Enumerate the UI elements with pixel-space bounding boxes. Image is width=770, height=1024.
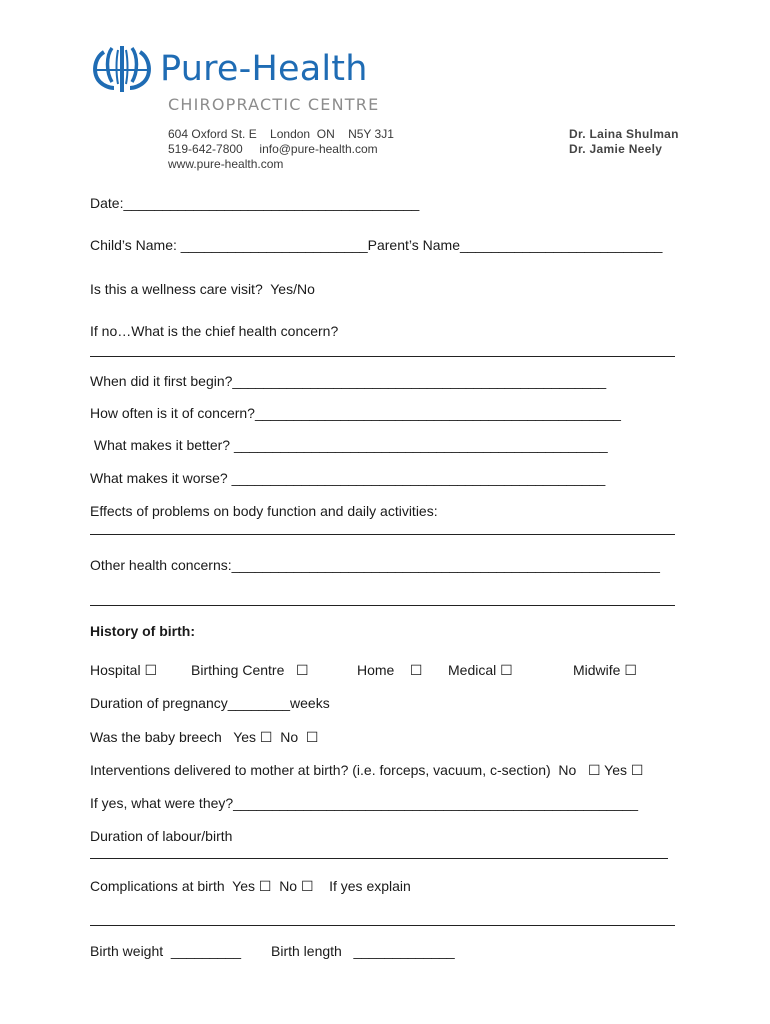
interventions-question[interactable]: Interventions delivered to mother at birth? (i.e. forceps, vacuum, c-section) No ☐ Yes ☐ [90, 762, 644, 778]
midwife-checkbox[interactable]: Midwife ☐ [573, 662, 637, 678]
birthing-centre-checkbox[interactable]: Birthing Centre ☐ [191, 662, 309, 678]
birth-weight-field[interactable]: Birth weight _________ [90, 943, 241, 959]
effects-question: Effects of problems on body function and daily activities: [90, 503, 438, 519]
doctor-name-1: Dr. Laina Shulman [569, 127, 679, 141]
labour-duration-answer-line[interactable] [90, 858, 668, 859]
hospital-checkbox[interactable]: Hospital ☐ [90, 662, 158, 678]
clinic-website: www.pure-health.com [168, 157, 284, 171]
makes-better-field[interactable]: What makes it better? ________________________________________________ [90, 437, 608, 453]
child-parent-name-field[interactable]: Child’s Name: ________________________Parent’s Name__________________________ [90, 237, 663, 253]
medical-checkbox[interactable]: Medical ☐ [448, 662, 513, 678]
labour-duration-label: Duration of labour/birth [90, 828, 233, 844]
home-checkbox[interactable]: Home ☐ [357, 662, 423, 678]
first-begin-field[interactable]: When did it first begin?________________________________________________ [90, 373, 607, 389]
complications-question[interactable]: Complications at birth Yes ☐ No ☐ If yes explain [90, 878, 411, 894]
complications-answer-line[interactable] [90, 925, 675, 926]
clinic-subtitle: CHIROPRACTIC CENTRE [168, 95, 380, 114]
if-yes-field[interactable]: If yes, what were they?____________________________________________________ [90, 795, 639, 811]
how-often-field[interactable]: How often is it of concern?_______________________________________________ [90, 405, 621, 421]
makes-worse-field[interactable]: What makes it worse? ________________________________________________ [90, 470, 606, 486]
clinic-name: Pure-Health [160, 49, 368, 89]
effects-answer-line[interactable] [90, 534, 675, 535]
other-concerns-field[interactable]: Other health concerns:_______________________________________________________ [90, 557, 660, 573]
duration-pregnancy-field[interactable]: Duration of pregnancy________weeks [90, 695, 330, 711]
date-field[interactable]: Date:______________________________________ [90, 195, 420, 211]
logo-icon [90, 44, 154, 94]
chief-concern-answer-line[interactable] [90, 356, 675, 357]
chief-concern-question: If no…What is the chief health concern? [90, 323, 339, 339]
birth-length-field[interactable]: Birth length _____________ [271, 943, 455, 959]
breech-question[interactable]: Was the baby breech Yes ☐ No ☐ [90, 729, 319, 745]
doctor-name-2: Dr. Jamie Neely [569, 142, 663, 156]
other-concerns-answer-line[interactable] [90, 605, 675, 606]
history-of-birth-heading: History of birth: [90, 623, 195, 639]
wellness-question: Is this a wellness care visit? Yes/No [90, 281, 315, 297]
clinic-contact: 519-642-7800 info@pure-health.com [168, 142, 378, 156]
clinic-address: 604 Oxford St. E London ON N5Y 3J1 [168, 127, 394, 141]
